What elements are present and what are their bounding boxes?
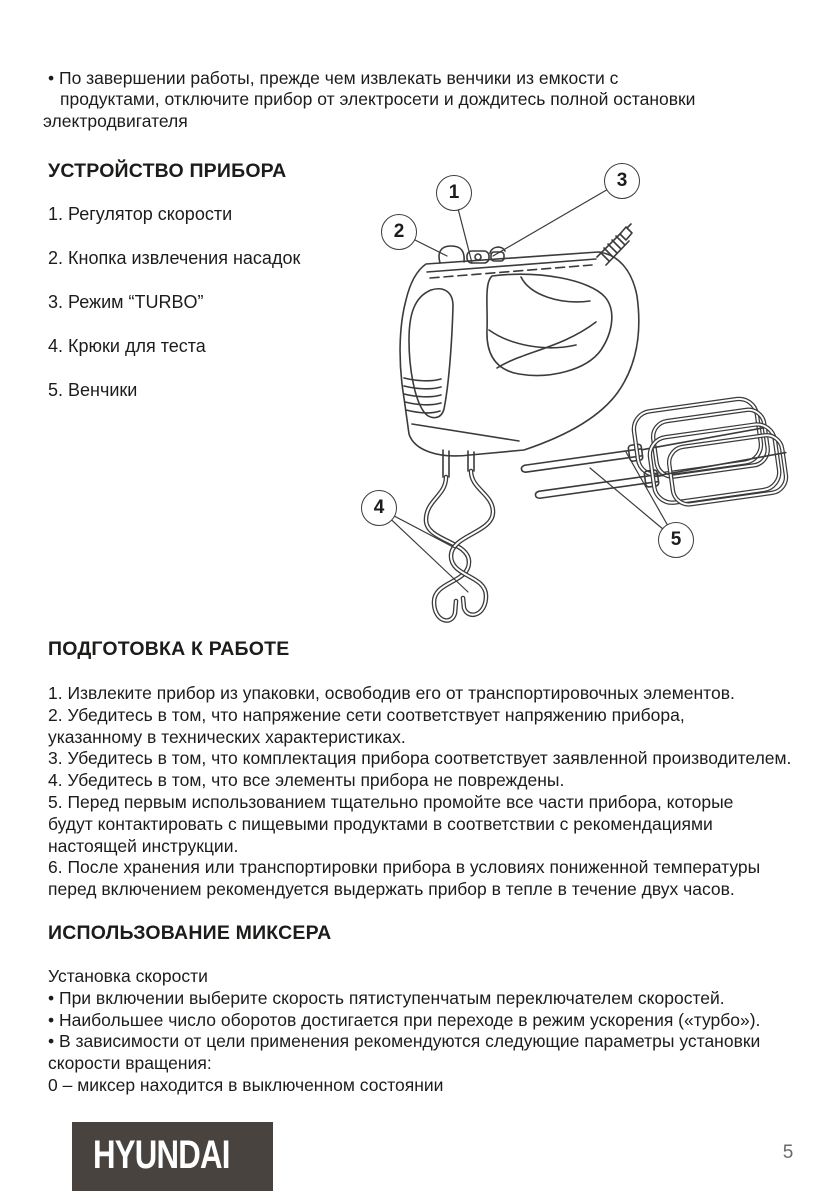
preparation-line: 3. Убедитесь в том, что комплектация прибора соответствует заявленной производителем.	[48, 748, 792, 769]
mixer-figure	[360, 158, 810, 650]
intro-line: продуктами, отключите прибор от электросети и дождитесь полной остановки	[60, 89, 696, 110]
preparation-line: указанному в технических характеристиках.	[48, 726, 406, 747]
section-heading-device: УСТРОЙСТВО ПРИБОРА	[48, 160, 287, 182]
preparation-line: 1. Извлеките прибор из упаковки, освободив его от транспортировочных элементов.	[48, 683, 735, 703]
intro-line: • По завершении работы, прежде чем извлекать венчики из емкости с	[48, 67, 619, 88]
callout-circle-3: 3	[604, 163, 640, 199]
hyundai-logo-text: HYUNDAI	[93, 1133, 230, 1177]
callout-circle-2: 2	[381, 214, 417, 250]
section-heading-usage: ИСПОЛЬЗОВАНИЕ МИКСЕРА	[48, 922, 332, 944]
preparation-line: 4. Убедитесь в том, что все элементы прибора не повреждены.	[48, 770, 565, 791]
preparation-line: 2. Убедитесь в том, что напряжение сети соответствует напряжению прибора,	[48, 704, 685, 725]
preparation-line: настоящей инструкции.	[48, 835, 239, 856]
usage-line: • В зависимости от цели применения рекомендуются следующие параметры установки	[48, 1031, 761, 1052]
callout-circle-5: 5	[658, 522, 694, 558]
page-number: 5	[782, 1142, 794, 1163]
device-list-item-4: 4. Крюки для теста	[48, 336, 206, 356]
usage-text	[48, 966, 760, 1097]
usage-subheading: Установка скорости	[48, 966, 208, 986]
intro-line: электродвигателя	[43, 110, 188, 131]
intro-paragraph	[43, 68, 695, 133]
device-list-item-5: 5. Венчики	[48, 380, 138, 400]
preparation-line: 5. Перед первым использованием тщательно промойте все части прибора, которые	[48, 791, 734, 812]
preparation-text	[48, 683, 791, 901]
preparation-line: 6. После хранения или транспортировки прибора в условиях пониженной температуры	[48, 857, 761, 878]
usage-line: • Наибольшее число оборотов достигается при переходе в режим ускорения («турбо»).	[48, 1009, 761, 1030]
callout-circle-1: 1	[436, 175, 472, 211]
mixer-illustration	[360, 158, 810, 650]
device-list-item-1: 1. Регулятор скорости	[48, 204, 233, 224]
preparation-line: перед включением рекомендуется выдержать прибор в тепле в течение двух часов.	[48, 879, 735, 900]
usage-line: скорости вращения:	[48, 1053, 212, 1074]
callout-circle-4: 4	[361, 490, 397, 526]
hyundai-logo	[72, 1122, 273, 1191]
preparation-line: будут контактировать с пищевыми продуктами в соответствии с рекомендациями	[48, 813, 713, 834]
device-list-item-3: 3. Режим “TURBO”	[48, 292, 204, 312]
usage-line: 0 – миксер находится в выключенном состоянии	[48, 1074, 444, 1095]
section-heading-preparation: ПОДГОТОВКА К РАБОТЕ	[48, 638, 290, 660]
usage-line: • При включении выберите скорость пятиступенчатым переключателем скоростей.	[48, 987, 725, 1008]
device-list-item-2: 2. Кнопка извлечения насадок	[48, 248, 301, 268]
